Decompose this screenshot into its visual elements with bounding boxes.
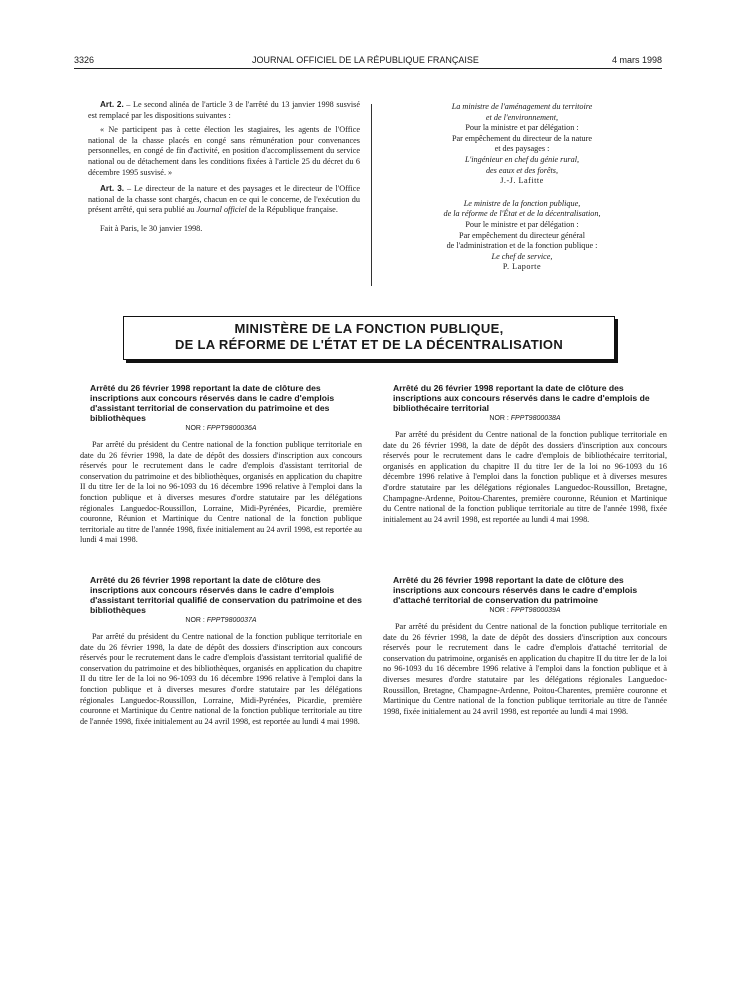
article-3-text-b: de la République française. [246, 205, 338, 215]
ministry-heading-box [123, 316, 615, 360]
ministry-heading-line1: MINISTÈRE DE LA FONCTION PUBLIQUE, [234, 321, 504, 336]
arrete-title: Arrêté du 26 février 1998 reportant la date de clôture des inscriptions aux concours réservés dans le cadre d'emplois d'attaché territorial de conservation du patrimoine [393, 575, 638, 605]
signature-line: Par empêchement du directeur de la nature [451, 133, 593, 143]
signature-line: La ministre de l'aménagement du territoire [451, 102, 593, 111]
nor-label: NOR : [489, 607, 511, 614]
article-2-label: Art. 2. [100, 100, 124, 109]
nor-reference [383, 607, 667, 614]
signature-line: Le ministre de la fonction publique, [463, 198, 581, 208]
article-3-text-a: – Le directeur de la nature et des paysages et le directeur de l'Office national de la chasse sont chargés, chacun en ce qui le concerne, de l'exécution du présent arrêté, qui sera publié au [88, 184, 360, 215]
arrete-body: Par arrêté du président du Centre national de la fonction publique territoriale en date du 26 février 1998, la date de dépôt des dossiers d'inscription aux concours réservés pour le recrutement dans le cadre d'emplois d'assistant territorial qualifié de conservation du patrimoine et des bibliothèques, organisés en application du chapitre II du titre Ier de la loi no 96-1093 du 16 décembre 1996 relative à l'emploi dans la fonction publique et à diverses mesures d'ordre statutaire par les délégations régionales Languedoc-Roussillon, Lorraine, Midi-Pyrénées, Picardie, première couronne et Martinique du Centre national de la fonction publique territoriale au titre de l'année 1998, fixée initialement au 24 avril 1998, est reportée au lundi 4 mai 1998. [80, 632, 362, 726]
arrete-39 [383, 575, 667, 717]
article-3-journal: Journal officiel [196, 205, 247, 215]
signatory-name: J.-J. Lafitte [500, 176, 544, 186]
signature-line: Le chef de service, [491, 251, 553, 261]
signature-line: et des paysages : [494, 144, 550, 154]
signature-line: de la réforme de l'État et de la décentralisation, [443, 209, 601, 219]
signature-line: de l'administration et de la fonction publique : [446, 241, 598, 251]
arrete-title: Arrêté du 26 février 1998 reportant la date de clôture des inscriptions aux concours réservés dans le cadre d'emplois de bibliothécaire territorial [393, 383, 650, 413]
signature-line: des eaux et des forêts, [485, 165, 559, 175]
nor-code: FPPT9800039A [510, 607, 561, 614]
nor-label: NOR : [185, 617, 207, 624]
nor-label: NOR : [185, 425, 207, 432]
nor-code: FPPT9800038A [510, 415, 561, 422]
arrete-body: Par arrêté du président du Centre national de la fonction publique territoriale en date du 26 février 1998, la date de dépôt des dossiers d'inscription aux concours réservés pour le recrutement dans le cadre d'emplois d'attaché territorial de conservation du patrimoine, organisés en application du chapitre II du titre Ier de la loi no 96-1093 du 16 décembre 1996 relative à l'emploi dans la fonction publique et à diverses mesures d'ordre statutaire par les délégations régionales Languedoc-Roussillon, Bretagne, Champagne-Ardenne, Poitou-Charentes, première couronne et Martinique du Centre national de la fonction publique territoriale au titre de l'année 1998, fixée initialement au 24 avril 1998, est reportée au lundi 4 mai 1998. [383, 622, 667, 716]
ministry-heading-line2: DE LA RÉFORME DE L'ÉTAT ET DE LA DÉCENTRALISATION [174, 337, 564, 352]
header-rule [74, 68, 662, 69]
journal-title: JOURNAL OFFICIEL DE LA RÉPUBLIQUE FRANÇAISE [252, 55, 479, 65]
signatory-name: P. Laporte [502, 262, 542, 272]
signatures-column [372, 102, 672, 273]
nor-reference [383, 415, 667, 422]
arrete-body: Par arrêté du président du Centre national de la fonction publique territoriale en date du 26 février 1998, la date de dépôt des dossiers d'inscription aux concours réservés pour le recrutement dans le cadre d'emplois de bibliothécaire territorial, organisés en application du chapitre II du titre Ier de la loi no 96-1093 du 16 décembre 1996 relative à l'emploi dans la fonction publique et à diverses mesures d'ordre statutaire par les délégations régionales Languedoc-Roussillon, Bretagne, Champagne-Ardenne, Poitou-Charentes, première couronne, Réunion et Martinique du Centre national de la fonction publique territoriale au titre de l'année 1998, fixée initialement au 24 avril 1998, est reportée au lundi 4 mai 1998. [383, 430, 667, 524]
signature-line: Par empêchement du directeur général [459, 230, 585, 240]
fait-a-paris: Fait à Paris, le 30 janvier 1998. [100, 223, 203, 233]
arrete-37 [80, 575, 362, 727]
signature-line: L'ingénieur en chef du génie rural, [464, 154, 580, 164]
arrete-body: Par arrêté du président du Centre national de la fonction publique territoriale en date du 26 février 1998, la date de dépôt des dossiers d'inscription aux concours réservés pour le recrutement dans le cadre d'emplois d'assistant territorial de conservation du patrimoine et des bibliothèques, organisés en application du chapitre II du titre Ier de la loi no 96-1093 du 16 décembre 1996 relative à l'emploi dans la fonction publique et à diverses mesures d'ordre statutaire par les délégations régionales Languedoc-Roussillon, Lorraine, Midi-Pyrénées, Picardie, première couronne, Réunion et Martinique du Centre national de la fonction publique territoriale au titre de l'année 1998, fixée initialement au 24 avril 1998, est reportée au lundi 4 mai 1998. [80, 440, 362, 545]
article-2-quote: « Ne participent pas à cette élection les stagiaires, les agents de l'Office national de la chasse placés en congé sans rémunération pour convenances personnelles, en congé de fin d'activité, en position d'accomplissement du service national ou de détachement dans les conditions fixées à l'article 25 du décret du 6 décembre 1995 susvisé. » [88, 125, 360, 177]
signature-line: Pour la ministre et par délégation : [465, 123, 579, 133]
arrete-title: Arrêté du 26 février 1998 reportant la date de clôture des inscriptions aux concours réservés dans le cadre d'emplois d'assistant territorial qualifié de conservation du patrimoine et des bibliothèques [90, 575, 362, 615]
article-2 [88, 100, 360, 121]
arrete-title: Arrêté du 26 février 1998 reportant la date de clôture des inscriptions aux concours réservés dans le cadre d'emplois d'assistant territorial de conservation du patrimoine et des bibliothèques [90, 383, 335, 423]
nor-reference [80, 425, 362, 432]
nor-label: NOR : [489, 415, 511, 422]
nor-reference [80, 617, 362, 624]
articles-column [88, 100, 360, 235]
arrete-36 [80, 383, 362, 546]
issue-date: 4 mars 1998 [611, 55, 662, 65]
arrete-38 [383, 383, 667, 525]
page-number: 3326 [74, 55, 95, 65]
signature-line: et de l'environnement, [485, 112, 559, 122]
nor-code: FPPT9800037A [206, 617, 257, 624]
article-2-text: – Le second alinéa de l'article 3 de l'arrêté du 13 janvier 1998 susvisé est remplacé par les dispositions suivantes : [88, 100, 360, 120]
article-3-label: Art. 3. [100, 184, 125, 194]
article-3 [88, 184, 360, 216]
nor-code: FPPT9800036A [206, 425, 257, 432]
signature-line: Pour le ministre et par délégation : [465, 219, 579, 229]
